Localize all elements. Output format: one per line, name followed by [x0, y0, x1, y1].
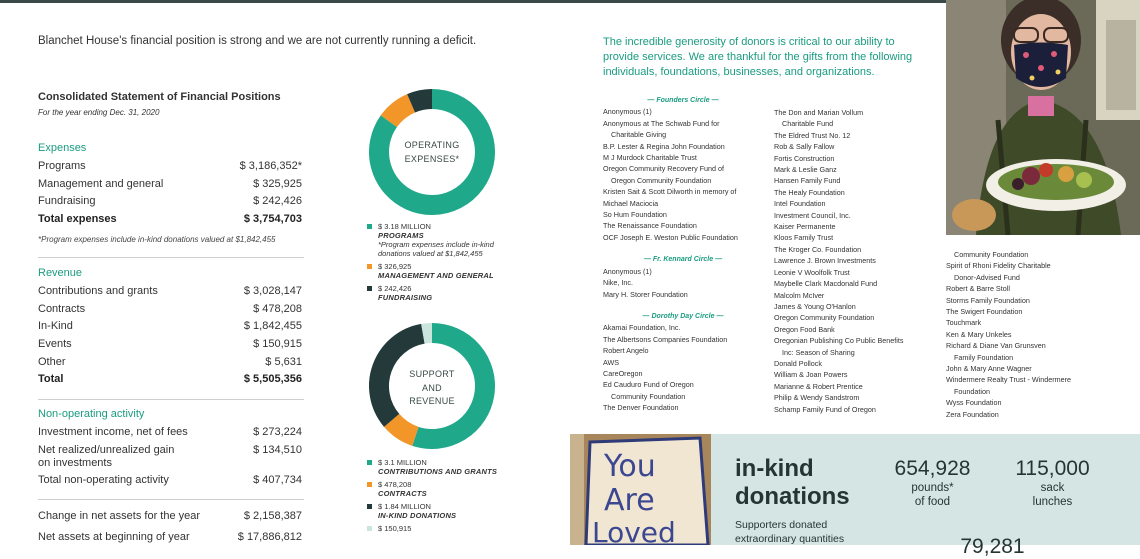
donor-name: Hansen Family Fund: [774, 176, 841, 186]
donor-name: John & Mary Anne Wagner: [946, 364, 1032, 374]
sign-word: Loved: [592, 516, 676, 545]
legend-caption: CONTRIBUTIONS AND GRANTS: [378, 467, 498, 476]
legend-item: [366, 222, 516, 258]
donut-slice-fundraising: [411, 99, 432, 103]
legend-caption: FUNDRAISING: [378, 293, 433, 302]
row-label: Events: [38, 338, 72, 350]
legend-amount: $ 478,208: [378, 480, 412, 489]
donor-name: CareOregon: [603, 368, 643, 378]
row-label: Contributions and grants: [38, 285, 158, 297]
donor-name: Robert & Barre Stoll: [946, 284, 1010, 294]
donor-name: Oregon Community Foundation: [774, 313, 875, 323]
donor-name: Oregon Community Foundation: [611, 175, 712, 185]
donor-name: Kloos Family Trust: [774, 233, 834, 243]
donor-name: Ed Cauduro Fund of Oregon: [603, 380, 694, 390]
legend-item: [366, 480, 516, 498]
donor-name: Oregonian Publishing Co Public Benefits: [774, 336, 904, 346]
donor-column-2: [774, 107, 939, 415]
stat-value: 115,000: [1015, 457, 1090, 480]
spacer: [603, 300, 763, 311]
donor-name: Donald Pollock: [774, 358, 822, 368]
donor-name: Foundation: [954, 386, 990, 396]
inkind-title-line: donations: [735, 483, 850, 510]
row-value: $ 150,915: [253, 338, 302, 350]
donor-name: AWS: [603, 357, 620, 367]
legend-swatch: [367, 264, 372, 269]
donor-name: Windermere Realty Trust - Windermere: [946, 375, 1072, 385]
donor-intro: The incredible generosity of donors is critical to our ability to provide services. We are thankful for the gifts from the following individuals, foundations, businesses, and organizations.: [603, 36, 913, 78]
expenses-heading: Expenses: [38, 142, 87, 154]
legend-swatch: [367, 286, 372, 291]
row-label: Total non-operating activity: [38, 474, 169, 486]
circle-heading: — Dorothy Day Circle —: [642, 312, 724, 320]
donor-name: Leonie V Woolfolk Trust: [774, 267, 850, 277]
row-label: Management and general: [38, 178, 164, 190]
row-label: Net realized/unrealized gain: [38, 444, 175, 456]
donor-name: Donor-Advised Fund: [954, 272, 1020, 282]
donor-name: Anonymous (1): [603, 107, 652, 117]
donut-label-line: SUPPORT: [409, 369, 455, 379]
sign-word: Are: [604, 483, 655, 518]
stat-pounds: [880, 457, 985, 509]
donor-name: Malcolm McIver: [774, 290, 825, 300]
donor-name: The Albertsons Companies Foundation: [603, 334, 728, 344]
legend-amount: $ 3.18 MILLION: [378, 222, 431, 231]
donor-name: Community Foundation: [954, 250, 1029, 259]
you-are-loved-sign-photo: [570, 434, 711, 545]
donor-name: The Eldred Trust No. 12: [774, 130, 851, 140]
legend-item: [366, 524, 516, 533]
legend-swatch: [367, 504, 372, 509]
statement-title: Consolidated Statement of Financial Positions: [38, 91, 281, 103]
circle-heading: — Fr. Kennard Circle —: [643, 256, 723, 264]
donut2-label: [382, 368, 482, 409]
donor-name: Ken & Mary Unkeles: [946, 329, 1012, 339]
legend-item: [366, 502, 516, 520]
donor-name: OCF Joseph E. Weston Public Foundation: [603, 232, 738, 242]
row-value: $ 242,426: [253, 195, 302, 207]
stat-label: lunches: [1032, 496, 1073, 508]
donor-name: Mark & Leslie Ganz: [774, 165, 837, 175]
donor-name: James & Young O'Hanlon: [774, 301, 856, 311]
donor-name: Schamp Family Fund of Oregon: [774, 404, 876, 414]
legend-note: *Program expenses include in-kind: [378, 240, 494, 249]
donut-slice-events: [423, 333, 432, 334]
donor-name: Nike, Inc.: [603, 278, 633, 288]
donor-column-1: [603, 95, 763, 414]
donut-slice-contracts: [392, 420, 416, 436]
donor-name: Spirit of Rhoni Fidelity Charitable: [946, 261, 1051, 271]
donut-label-line: REVENUE: [409, 396, 455, 406]
divider: [38, 399, 304, 400]
donor-name: Zera Foundation: [946, 409, 999, 419]
intro-text: Blanchet House's financial position is strong and we are not currently running a deficit.: [38, 35, 477, 47]
donor-name: Community Foundation: [611, 391, 686, 401]
inkind-sub-line: extraordinary quantities: [735, 533, 845, 545]
stat-label: pounds*: [911, 482, 954, 494]
donor-name: Oregon Food Bank: [774, 324, 835, 334]
inkind-subtitle: [735, 518, 844, 546]
donor-name: Charitable Fund: [782, 119, 834, 129]
donor-name: Marianne & Robert Prentice: [774, 381, 863, 391]
donor-name: Rob & Sally Fallow: [774, 142, 835, 152]
spacer: [603, 243, 763, 254]
row-label: In-Kind: [38, 320, 73, 332]
donor-name: Lawrence J. Brown Investments: [774, 256, 876, 266]
donor-name: Wyss Foundation: [946, 398, 1002, 408]
nonop-heading: Non-operating activity: [38, 408, 145, 420]
legend-amount: $ 326,925: [378, 262, 412, 271]
donut1-label: [382, 139, 482, 166]
donor-name: The Kroger Co. Foundation: [774, 244, 862, 254]
volunteer-illustration: [946, 0, 1140, 235]
expense-note: *Program expenses include in-kind donations valued at $1,842,455: [38, 235, 276, 244]
donor-name: The Healy Foundation: [774, 187, 845, 197]
donor-column-3: [946, 249, 1116, 420]
donor-name: The Renaissance Foundation: [603, 221, 697, 231]
revenue-heading: Revenue: [38, 267, 83, 279]
row-label: on investments: [38, 457, 112, 469]
row-label: Total expenses: [38, 213, 117, 225]
divider: [38, 257, 304, 258]
row-value: $ 3,028,147: [243, 285, 302, 297]
legend-caption: IN-KIND DONATIONS: [378, 511, 457, 520]
row-label: Programs: [38, 160, 86, 172]
row-value: $ 407,734: [253, 474, 302, 486]
legend-swatch: [367, 224, 372, 229]
statement-subtitle: For the year ending Dec. 31, 2020: [38, 108, 160, 117]
donor-name: Fortis Construction: [774, 153, 835, 163]
divider: [38, 499, 304, 500]
inkind-sub-line: Supporters donated: [735, 519, 828, 531]
donut-label-line: AND: [422, 382, 442, 393]
donor-name: Kristen Sait & Scott Dilworth in memory of: [603, 187, 737, 197]
donor-name: Akamai Foundation, Inc.: [603, 323, 681, 333]
legend-amount: $ 150,915: [378, 524, 412, 533]
operating-legend: [366, 222, 516, 302]
donut-label-line: EXPENSES*: [404, 153, 460, 164]
donut-label-line: OPERATING: [404, 140, 460, 150]
legend-item: [366, 458, 516, 476]
row-value: $ 3,186,352*: [239, 160, 302, 172]
donor-name: The Denver Foundation: [603, 403, 679, 413]
row-value: $ 5,631: [265, 356, 302, 368]
donor-name: M J Murdock Charitable Trust: [603, 153, 697, 163]
donor-name: Michael Maciocia: [603, 198, 659, 208]
row-label: Fundraising: [38, 195, 96, 207]
donor-name: Anonymous at The Schwab Fund for: [603, 118, 720, 128]
stat-value: 654,928: [894, 457, 971, 480]
row-label: Investment income, net of fees: [38, 426, 188, 438]
row-value: $ 325,925: [253, 178, 302, 190]
row-value: $ 17,886,812: [237, 531, 302, 543]
legend-caption: PROGRAMS: [378, 231, 424, 240]
legend-caption: MANAGEMENT AND GENERAL: [378, 271, 494, 280]
donor-name: So Hum Foundation: [603, 210, 667, 220]
row-value: $ 2,158,387: [243, 510, 302, 522]
legend-caption: CONTRACTS: [378, 489, 427, 498]
row-value: $ 1,842,455: [243, 320, 302, 332]
sign-illustration: [570, 434, 711, 545]
inkind-title: [735, 455, 850, 511]
donor-name: Philip & Wendy Sandstrom: [774, 393, 860, 403]
inkind-title-line: in-kind: [735, 455, 814, 482]
donor-name: B.P. Lester & Regina John Foundation: [603, 141, 725, 151]
donor-name: Robert Angelo: [603, 346, 649, 356]
row-value: $ 478,208: [253, 303, 302, 315]
legend-item: [366, 262, 516, 280]
row-value: $ 5,505,356: [243, 373, 302, 385]
row-label: Net assets at beginning of year: [38, 531, 190, 543]
donor-name: Touchmark: [946, 318, 982, 328]
donor-name: Richard & Diane Van Grunsven: [946, 341, 1046, 351]
row-value: $ 134,510: [253, 444, 302, 456]
row-label: Change in net assets for the year: [38, 510, 201, 522]
donor-name: Charitable Giving: [611, 130, 667, 140]
donor-name: Investment Council, Inc.: [774, 210, 851, 220]
legend-swatch: [367, 526, 372, 531]
donor-name: Family Foundation: [954, 352, 1014, 362]
donor-name: Oregon Community Recovery Fund of: [603, 164, 725, 174]
sign-word: You: [604, 449, 656, 484]
donor-name: Inc: Season of Sharing: [782, 347, 855, 357]
donor-name: William & Joan Powers: [774, 370, 848, 380]
donor-name: Maybelle Clark Macdonald Fund: [774, 279, 878, 289]
legend-amount: $ 3.1 MILLION: [378, 458, 427, 467]
circle-heading: — Founders Circle —: [647, 97, 719, 104]
volunteer-photo: [946, 0, 1140, 235]
legend-note: donations valued at $1,842,455: [378, 249, 483, 258]
legend-swatch: [367, 460, 372, 465]
row-label: Other: [38, 356, 66, 368]
donor-name: The Don and Marian Vollum: [774, 108, 864, 117]
legend-swatch: [367, 482, 372, 487]
stat-label: sack: [1040, 482, 1065, 494]
donor-name: Anonymous (1): [603, 266, 652, 276]
stat-value-partial: 79,281: [960, 535, 1025, 558]
donor-name: Mary H. Storer Foundation: [603, 289, 688, 299]
revenue-legend: [366, 458, 516, 533]
stat-lunches: [1000, 457, 1105, 509]
row-value: $ 3,754,703: [243, 213, 302, 225]
stat-label: of food: [914, 496, 951, 508]
legend-amount: $ 242,426: [378, 284, 412, 293]
donor-name: Intel Foundation: [774, 199, 826, 209]
legend-item: [366, 284, 516, 302]
row-label: Total: [38, 373, 64, 385]
legend-amount: $ 1.84 MILLION: [378, 502, 431, 511]
donor-name: The Swigert Foundation: [946, 307, 1023, 317]
row-label: Contracts: [38, 303, 86, 315]
donor-name: Kaiser Permanente: [774, 222, 836, 232]
donor-name: Storms Family Foundation: [946, 295, 1030, 305]
donut-slice-management-and-general: [389, 103, 411, 121]
row-value: $ 273,224: [253, 426, 302, 438]
